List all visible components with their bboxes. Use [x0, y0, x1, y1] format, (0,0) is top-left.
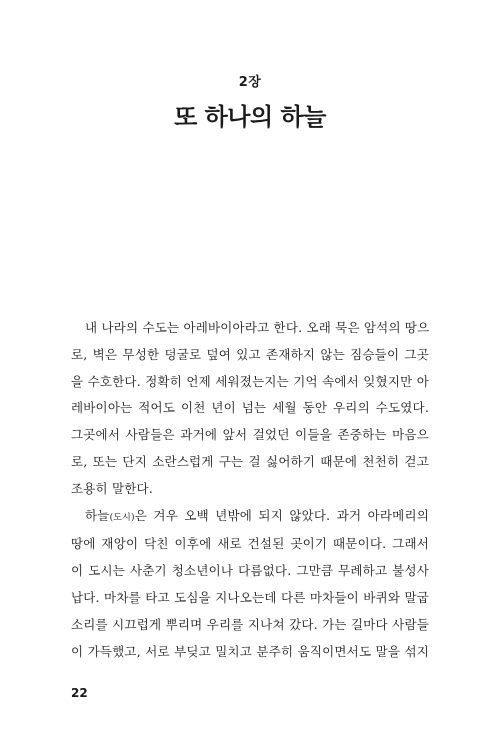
chapter-label: 2장 — [238, 75, 262, 90]
text-line-rest: 은 겨우 오백 년밖에 되지 않았다. 과거 아라메리의 — [134, 507, 429, 523]
city-annotation: (도시) — [109, 512, 135, 523]
text-line: 로, 벽은 무성한 덩굴로 덮여 있고 존재하지 않는 짐승들이 그곳 — [71, 346, 429, 362]
city-name: 하늘 — [85, 507, 110, 523]
text-line: 그곳에서 사람들은 과거에 앞서 걸었던 이들을 존중하는 마음으 — [71, 427, 429, 443]
text-line: 내 나라의 수도는 아레바이아라고 한다. 오래 묵은 암석의 땅으 — [85, 320, 430, 335]
text-line: 레바이아는 적어도 이천 년이 넘는 세월 동안 우리의 수도였다. — [71, 400, 429, 416]
page-number: 22 — [71, 686, 88, 700]
text-line: 소리를 시끄럽게 뿌리며 우리를 지나쳐 갔다. 가는 길마다 사람들 — [71, 616, 429, 632]
text-line — [71, 503, 429, 532]
text-line: 을 수호한다. 정확히 언제 세워졌는지는 기억 속에서 잊혔지만 아 — [71, 373, 429, 389]
chapter-title: 또 하나의 하늘 — [174, 103, 326, 131]
text-line: 로, 또는 단지 소란스럽게 구는 걸 싫어하기 때문에 천천히 걷고 — [71, 453, 429, 469]
paragraph-2 — [71, 503, 429, 666]
text-line: 조용히 말한다. — [71, 480, 153, 496]
text-line: 이 가득했고, 서로 부딪고 밀치고 분주히 움직이면서도 말을 섞지 — [71, 643, 429, 659]
paragraph-1 — [71, 315, 429, 503]
text-line: 납다. 마차를 타고 도심을 지나오는데 다른 마차들이 바퀴와 말굽 — [71, 589, 429, 605]
text-line: 땅에 재앙이 닥친 이후에 새로 건설된 곳이기 때문이다. 그래서 — [71, 536, 429, 552]
body-text — [71, 315, 429, 665]
text-line: 이 도시는 사춘기 청소년이나 다름없다. 그만큼 무례하고 불성사 — [71, 563, 429, 579]
